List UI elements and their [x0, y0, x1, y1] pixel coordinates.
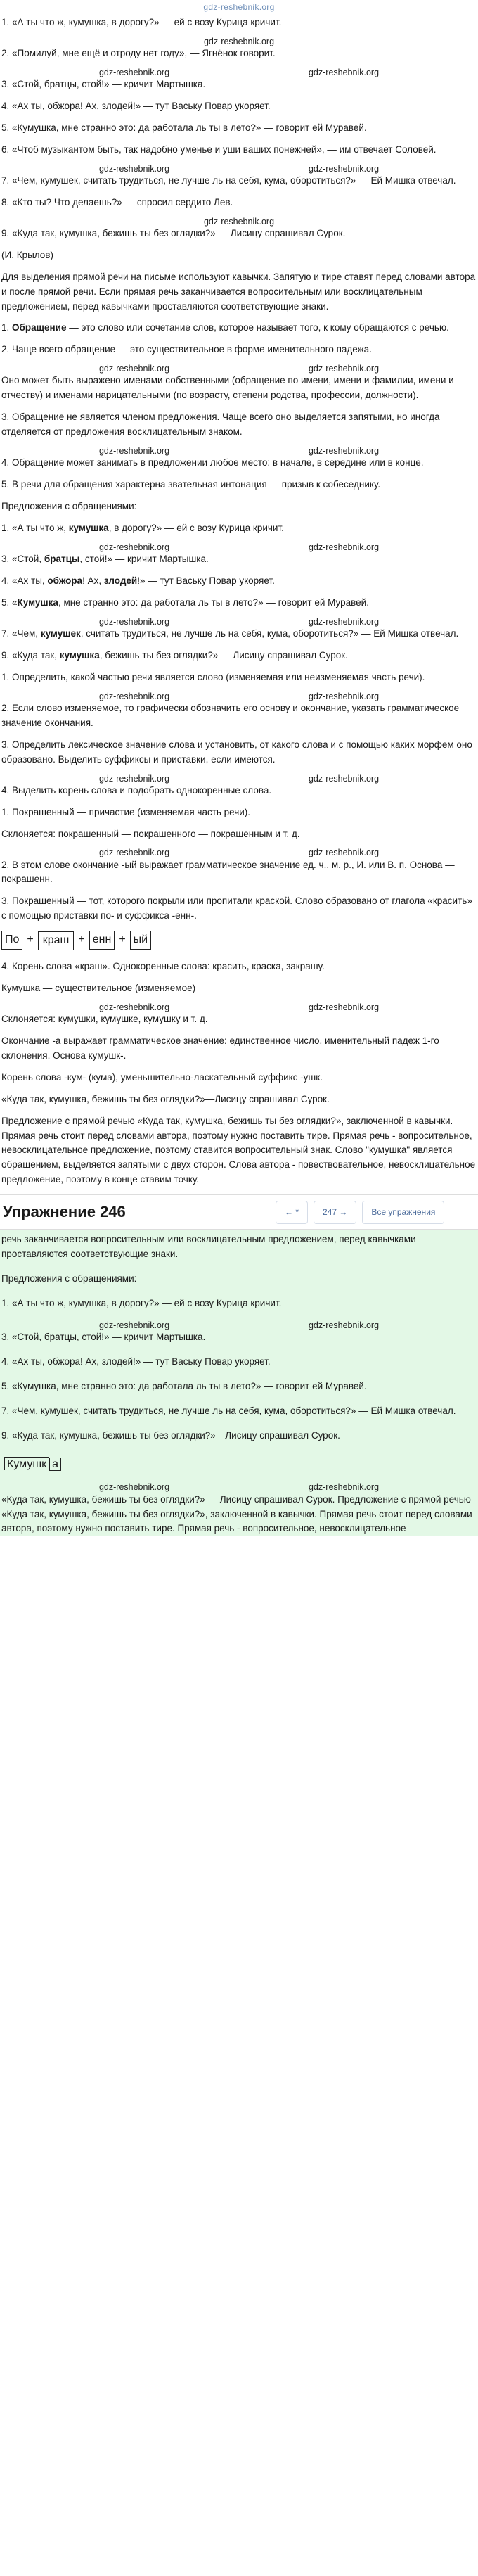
watermark: gdz-reshebnik.org — [308, 364, 380, 374]
watermark: gdz-reshebnik.org — [98, 542, 170, 552]
example-text: !» — тут Ваську Повар укоряет. — [137, 575, 275, 586]
definition-term: Обращение — [12, 322, 67, 333]
all-exercises-button[interactable]: Все упражнения — [362, 1201, 444, 1224]
text-line: 2. В этом слове окончание -ый выражает грамматическое значение ед. ч., м. р., И. или В. п. Основа — покрашенн. — [1, 859, 455, 885]
address-word: обжора — [47, 575, 83, 586]
watermark: gdz-reshebnik.org — [98, 848, 170, 858]
watermark: gdz-reshebnik.org — [98, 1482, 170, 1493]
watermark: gdz-reshebnik.org — [203, 36, 275, 46]
root-morpheme: краш — [38, 931, 75, 950]
text-line: 4. Выделить корень слова и подобрать однокоренные слова. — [1, 784, 272, 796]
prev-exercise-button[interactable]: ← * — [276, 1201, 308, 1224]
example-line — [1, 521, 477, 536]
text-line: 1. Определить, какой частью речи является слово (изменяемая или неизменяемая часть речи). — [1, 671, 425, 682]
watermark: gdz-reshebnik.org — [308, 848, 380, 858]
watermark: gdz-reshebnik.org — [308, 1002, 380, 1012]
example-text: , бежишь ты без оглядки?» — Лисицу спрашивал Сурок. — [99, 649, 348, 661]
definition-number: 1. — [1, 322, 10, 333]
top-bar — [0, 0, 478, 15]
watermark: gdz-reshebnik.org — [98, 691, 170, 701]
next-exercise-button[interactable]: 247 → — [314, 1201, 356, 1224]
watermark: gdz-reshebnik.org — [98, 364, 170, 374]
watermark: gdz-reshebnik.org — [308, 691, 380, 701]
watermark: gdz-reshebnik.org — [203, 216, 275, 227]
example-text: 4. «Ах ты, — [1, 575, 48, 586]
suffix-morpheme: енн — [89, 931, 115, 950]
example-line — [1, 627, 477, 642]
address-word: кумушка — [68, 523, 109, 534]
watermark: gdz-reshebnik.org — [308, 616, 380, 627]
text-line: 1. Покрашенный — причастие (изменяемая часть речи). — [1, 806, 251, 817]
morpheme-parse: По + краш + енн + ый — [1, 931, 477, 950]
exercise-title: Упражнение 246 — [3, 1203, 126, 1221]
watermark: gdz-reshebnik.org — [98, 446, 170, 457]
text-line: 3. «Стой, братцы, стой!» — кричит Мартышка. — [1, 79, 206, 90]
text-line: Корень слова -кум- (кума), уменьшительно-ласкательный суффикс -ушк. — [1, 1071, 323, 1083]
text-line: Склоняется: кумушки, кумушке, кумушку и т. д. — [1, 1014, 208, 1025]
text-line: 2. «Помилуй, мне ещё и отроду нет году», — Ягнёнок говорит. — [1, 48, 276, 59]
text-line: 4. Корень слова «краш». Однокоренные слова: красить, краска, закрашу. — [1, 961, 325, 972]
text-line: Оно может быть выражено именами собственными (обращение по имени, имени и фамилии, имени и отчеству) и именами нарицательными (по возрасту, степени родства, профессии, должности). — [1, 375, 454, 401]
word-stem: Кумушк — [4, 1457, 49, 1470]
answer-preview — [0, 1230, 478, 1536]
text-line: 3. Покрашенный — тот, которого покрыли или пропитали краской. Слово образовано от глагола «красить» с помощью приставки по- и суффикса -енн-. — [1, 895, 472, 922]
text-line: 2. Чаще всего обращение — это существительное в форме именительного падежа. — [1, 344, 372, 355]
watermark: gdz-reshebnik.org — [98, 1002, 170, 1012]
text-line: 7. «Чем, кумушек, считать трудиться, не лучше ль на себя, кума, оборотиться?» — Ей Мишка отвечал. — [1, 174, 456, 186]
text-line: 9. «Куда так, кумушка, бежишь ты без оглядки?»—Лисицу спрашивал Сурок. — [1, 1429, 340, 1441]
text-line: Предложения с обращениями: — [1, 1273, 137, 1284]
answer-content — [0, 15, 478, 1187]
text-line: 3. Обращение не является членом предложения. Чаще всего оно выделяется запятыми, но иногда отделяется от предложения восклицательным знаком. — [1, 412, 440, 438]
watermark: gdz-reshebnik.org — [308, 1482, 380, 1493]
address-word: кумушка — [59, 649, 100, 661]
text-line: Предложение с прямой речью «Куда так, кумушка, бежишь ты без оглядки?», заключенной в кавычки. Прямая речь стоит перед словами автора, поэтому нужно поставить тире. Прямая речь - вопросительное, невосклицательное предложение, поэтому ставится вопросительный знак. Слово "кумушка" является обращением, выделяется запятыми с двух сторон. Слова автора - повествовательное, невосклицательное предложение, поэтому в конце ставим точку. — [1, 1115, 476, 1185]
watermark: gdz-reshebnik.org — [98, 773, 170, 784]
text-line: 6. «Чтоб музыкантом быть, так надобно уменье и уши ваших понежней», — им отвечает Соловей. — [1, 144, 437, 155]
watermark: gdz-reshebnik.org — [98, 67, 170, 77]
text-line: 5. В речи для обращения характерна звательная интонация — призыв к собеседнику. — [1, 479, 381, 490]
example-line — [1, 596, 477, 611]
text-line: Окончание -а выражает грамматическое значение: единственное число, именительный падеж 1-го склонения. Основа кумушк-. — [1, 1035, 439, 1061]
example-text: , мне странно это: да работала ль ты в лето?» — говорит ей Муравей. — [58, 597, 369, 608]
example-text: 1. «А ты что ж, — [1, 523, 69, 534]
watermark: gdz-reshebnik.org — [308, 163, 380, 174]
text-line: 7. «Чем, кумушек, считать трудиться, не лучше ль на себя, кума, оборотиться?» — Ей Мишка отвечал. — [1, 1405, 456, 1416]
example-text: ! Ах, — [82, 575, 104, 586]
text-line: Для выделения прямой речи на письме используют кавычки. Запятую и тире ставят перед словами автора и после прямой речи. Если прямая речь заканчивается вопросительным или восклицательным предложением, перед кавычками проставляются соответствующие знаки. — [1, 271, 476, 312]
text-line: Склоняется: покрашенный — покрашенного — покрашенным и т. д. — [1, 828, 300, 839]
word-parse — [4, 1456, 61, 1474]
example-text: , стой!» — кричит Мартышка. — [79, 554, 209, 565]
text-line: 3. «Стой, братцы, стой!» — кричит Мартышка. — [1, 1332, 206, 1343]
text-line: 5. «Кумушка, мне странно это: да работала ль ты в лето?» — говорит ей Муравей. — [1, 122, 367, 133]
text-line: 9. «Куда так, кумушка, бежишь ты без оглядки?» — Лисицу спрашивал Сурок. — [1, 227, 346, 238]
definition-text: — это слово или сочетание слов, которое называет того, к кому обращаются с речью. — [66, 322, 449, 333]
address-word: братцы — [44, 554, 80, 565]
address-word: злодей — [103, 575, 138, 586]
example-line — [1, 552, 477, 567]
word-ending: а — [49, 1458, 61, 1471]
text-line: 2. Если слово изменяемое, то графически обозначить его основу и окончание, указать грамматическое значение окончания. — [1, 702, 460, 728]
prefix-morpheme: По — [1, 931, 22, 950]
text-line: 8. «Кто ты? Что делаешь?» — спросил сердито Лев. — [1, 196, 233, 208]
site-logo[interactable]: gdz-reshebnik.org — [203, 2, 275, 12]
text-line: «Куда так, кумушка, бежишь ты без оглядки?»—Лисицу спрашивал Сурок. — [1, 1093, 330, 1104]
watermark: gdz-reshebnik.org — [308, 1320, 380, 1330]
ending-morpheme: ый — [130, 931, 151, 950]
text-line: Предложения с обращениями: — [1, 501, 137, 512]
address-word: Кумушка — [17, 597, 58, 608]
watermark: gdz-reshebnik.org — [98, 163, 170, 174]
example-line — [1, 649, 477, 663]
example-text: , в дорогу?» — ей с возу Курица кричит. — [108, 523, 284, 534]
text-line: 1. «А ты что ж, кумушка, в дорогу?» — ей с возу Курица кричит. — [1, 1298, 282, 1308]
example-text: 9. «Куда так, — [1, 649, 60, 661]
example-text: 5. « — [1, 597, 18, 608]
address-word: кумушек — [40, 627, 81, 639]
text-line: 3. Определить лексическое значение слова и установить, от какого слова и с помощью каких морфем оно образовано. Выделить суффиксы и приставки, если имеются. — [1, 739, 472, 765]
text-line: 5. «Кумушка, мне странно это: да работала ль ты в лето?» — говорит ей Муравей. — [1, 1380, 367, 1391]
watermark: gdz-reshebnik.org — [308, 67, 380, 77]
definition — [1, 321, 477, 336]
watermark: gdz-reshebnik.org — [98, 616, 170, 627]
text-line: 4. «Ах ты, обжора! Ах, злодей!» — тут Ваську Повар укоряет. — [1, 1356, 271, 1367]
text-line: «Куда так, кумушка, бежишь ты без оглядки?» — Лисицу спрашивал Сурок. Предложение с прямой речью «Куда так, кумушка, бежишь ты без оглядки?», заключенной в кавычки. Прямая речь стоит перед словами автора, поэтому нужно поставить тире. Прямая речь - вопросительное, невосклицательное — [1, 1493, 472, 1534]
text-line: речь заканчивается вопросительным или восклицательным предложением, перед кавычками проставляются соответствующие знаки. — [1, 1234, 416, 1260]
text-line: 4. «Ах ты, обжора! Ах, злодей!» — тут Ваську Повар укоряет. — [1, 101, 271, 112]
watermark: gdz-reshebnik.org — [98, 1320, 170, 1330]
watermark: gdz-reshebnik.org — [308, 542, 380, 552]
text-line: Кумушка — существительное (изменяемое) — [1, 982, 196, 993]
example-text: 3. «Стой, — [1, 554, 44, 565]
text-line: 1. «А ты что ж, кумушка, в дорогу?» — ей с возу Курица кричит. — [1, 17, 282, 27]
exercise-nav — [0, 1194, 478, 1230]
watermark: gdz-reshebnik.org — [308, 446, 380, 457]
text-line: (И. Крылов) — [1, 249, 53, 260]
text-line: 4. Обращение может занимать в предложении любое место: в начале, в середине или в конце. — [1, 457, 424, 468]
example-text: 7. «Чем, — [1, 627, 41, 639]
example-line — [1, 574, 477, 589]
example-text: , считать трудиться, не лучше ль на себя, кума, оборотиться?» — Ей Мишка отвечал. — [80, 627, 459, 639]
watermark: gdz-reshebnik.org — [308, 773, 380, 784]
